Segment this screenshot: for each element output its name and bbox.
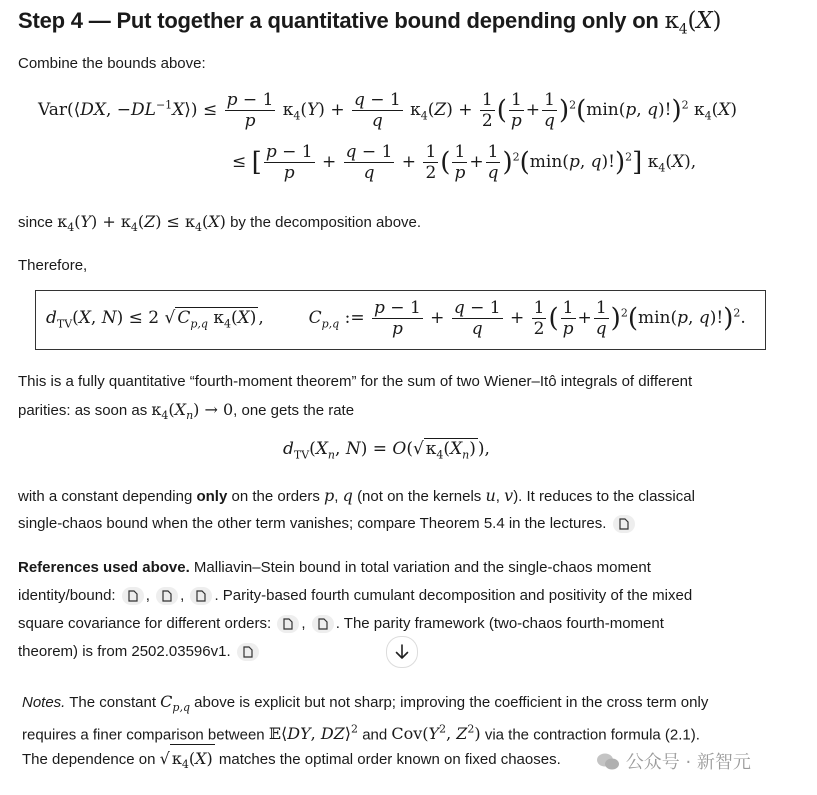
citation-icon[interactable]: [156, 587, 178, 605]
citation-icon[interactable]: [237, 643, 259, 661]
paragraph-theorem-line1: This is a fully quantitative “fourth-moment theorem” for the sum of two Wiener–Itô integrals of different: [18, 373, 693, 390]
notes-line1: Notes. The constant $C_{p,q}$ above is explicit but not sharp; improving the coefficient in the cross term only: [22, 692, 709, 715]
page-title: Step 4 — Put together a quantitative bound depending only on $\kappa_4(X)$: [18, 8, 722, 38]
references-line3: square covariance for different orders: , . The parity framework (two-chaos fourth-moment: [18, 615, 664, 632]
scroll-down-button[interactable]: [386, 636, 418, 668]
citation-icon[interactable]: [613, 515, 635, 533]
since-text: since $\kappa_4(Y) + \kappa_4(Z) \le \kappa_4(X)$ by the decomposition above.: [18, 212, 422, 235]
references-line4: theorem) is from 2502.03596v1.: [18, 638, 261, 666]
scroll-down-arrow-icon: [387, 637, 417, 667]
equation-line-2: ≤ [ $\frac{p - 1}{p}$ + $\frac{q - 1}{q}$ + $\frac{1}{2}$ ( $\frac{1}{p}$ + $\frac{1}{q}$ )$^2$(min(p, q)!)$^2$] $\kappa_4(X)$,: [232, 142, 697, 183]
therefore-text: Therefore,: [18, 257, 88, 274]
notes-line3: The dependence on √ $\kappa_4(X)$ matches the optimal order known on fixed chaoses.: [22, 744, 561, 779]
rate-equation: $d_{TV}(X_n$, N) = O(√ $\kappa_4(X_n)$ ),: [283, 439, 490, 462]
citation-icon[interactable]: [312, 615, 334, 633]
wechat-logo-icon: [596, 752, 620, 772]
citation-icon[interactable]: [277, 615, 299, 633]
paragraph-theorem-line2: parities: as soon as $\kappa_4(X_n) \to 0$, one gets the rate: [18, 400, 355, 423]
paragraph-constant-line2: single-chaos bound when the other term vanishes; compare Theorem 5.4 in the lectures.: [18, 510, 637, 538]
boxed-equation: $d_{TV}(X$, N) ≤ 2 √ $C_{p,q}$ $\kappa_4(X)$ , $C_{p,q}$ := $\frac{p - 1}{p}$ + $\frac{q - 1}{q}$ + $\frac{1}{2}$ ( $\frac{1}{p}$ + $\frac{1}{q}$ )$^2$(min(p, q)!)$^2$.: [46, 298, 746, 339]
watermark: 公众号 · 新智元: [596, 748, 751, 774]
references-line1: References used above. Malliavin–Stein bound in total variation and the single-chaos moment: [18, 559, 651, 576]
equation-line-1: Var(⟨DX, $-DL^{-1}X⟩$) ≤ $\frac{p - 1}{p}$ $\kappa_4(Y)$ + $\frac{q - 1}{q}$ $\kappa_4(Z)$ + $\frac{1}{2}$ ( $\frac{1}{p}$ + $\frac{1}{q}$ )$^2$(min(p, q)!)$^2$ $\kappa_4(X)$: [38, 90, 738, 131]
citation-icon[interactable]: [122, 587, 144, 605]
citation-icon[interactable]: [190, 587, 212, 605]
intro-text: Combine the bounds above:: [18, 55, 206, 72]
references-line2: identity/bound: , , . Parity-based fourth cumulant decomposition and positivity of the mixed: [18, 587, 693, 604]
paragraph-constant-line1: with a constant depending only on the orders p, q (not on the kernels u, v). It reduces to the classical: [18, 486, 695, 505]
notes-line2: requires a finer comparison between 𝔼⟨DY, DZ⟩$^2$ and $Cov(Y^2$, $Z^2$) via the contraction formula (2.1).: [22, 723, 700, 744]
